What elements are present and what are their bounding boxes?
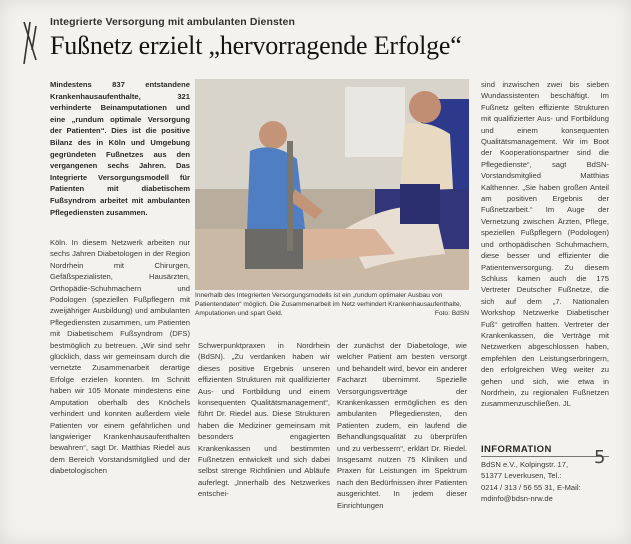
photo-illustration (195, 79, 469, 290)
caption-text: Innerhalb des Integrierten Versorgungsmodells ist ein „rundum optimaler Ausbau von Patientendaten“ möglich. Die Zusammenarbeit im Netz verhindert Krankenhausaufenthalte, Amputationen und spart Geld. (195, 292, 462, 317)
info-email: mdinfo@bdsn-nrw.de (481, 494, 553, 504)
info-line: 0214 / 313 / 56 55 31, E-Mail: (481, 482, 581, 492)
info-box-divider (481, 456, 609, 457)
article-lead: Mindestens 837 entstandene Krankenhausaufenthalte, 321 verhinderte Beinamputationen und eine „rundum optimale Versorgung der Patienten“. Dies ist die positive Bilanz des in Köln und Umgebung gegründeten Fußnetzes aus den vergangenen sechs Jahren. Das Integrierte Versorgungsmodell für Patienten mit diabetischem Fußsyndrom arbeitet mit ambulanten Pflegediensten zusammen. (50, 80, 190, 217)
info-box-title: INFORMATION (481, 444, 552, 455)
article-column-4: sind inzwischen zwei bis sieben Wundassistenten beschäftigt. Im Fußnetz gelten effiziente Strukturen mit qualifizierter Aus- und Fortbildung und einem konsequenten Qualitätsmanagement. Wir im Boot der Kooperationspartner sind die Pflegedienste“, sagt BdSN-Vorstandsmitglied Matthias Kalthenner. „Sie haben großen Anteil am positiven Ergebnis der Fußnetzarbeit.“ Im Auge der Vernetzung zwischen Ärzten, Pflege, speziellen Fußpflegern (Podologen) und orthopädischen Schuhmachern, diese besser und effizienter die Patientenversorgung. Zu diesem Schluss kamen auch die 175 Vertreter Deutscher Fußnetze, die sich auf dem „7. Nationalen Workshop Netzwerke Diabetischer Fuß“ getroffen hatten. Vertreter der Krankenkassen, die Verträge mit Netzwerken abgeschlossen haben, empfehlen den Leistungserbringern, den erfolgreichen Weg weiter zu gehen und sich, wie etwa in Nordrhein, zu regionalen Fußnetzen zusammenzuschließen. JL (481, 80, 609, 409)
paper-clip-icon (20, 20, 42, 66)
page-mark: 5 (594, 447, 606, 468)
article-kicker: Integrierte Versorgung mit ambulanten Diensten (50, 16, 295, 28)
article-column-2: Schwerpunktpraxen in Nordrhein (BdSN). „Zu verdanken haben wir dieses positive Ergebnis unseren effizienten Strukturen mit qualifizierter Aus- und Fortbildung und einem konsequenten Qualitätsmanagement“, führt Dr. Riedel aus. Diese Strukturen haben die Mediziner gemeinsam mit besonders engagierten Krankenkassen und bestimmten Fußnetzen entwickelt und sich dabei selbst strenge Richtlinien und Abläufe auferlegt. „Innerhalb des Netzwerkes entschei- (198, 341, 330, 499)
article-headline: Fußnetz erzielt „hervorragende Erfolge“ (50, 31, 462, 60)
article-column-3: der zunächst der Diabetologe, wie welcher Patient am besten versorgt und behandelt wird, bevor ein anderer Facharzt übernimmt. Spezielle Versorgungsverträge der Krankenkassen ermöglichen es den ambulanten Pflegediensten, den Patienten zudem, ein laufend die Behandlungsqualität zu überprüfen und zu verbessern“, erklärt Dr. Riedel. Insgesamt nutzen 75 Kliniken und Praxen für Leistungen im Spektrum nach den Bedürfnissen ihrer Patienten ausgerichtet. In jedem dieser Einrichtungen (337, 341, 467, 510)
article-photo (195, 79, 469, 290)
photo-caption (195, 291, 469, 318)
article-column-1: Köln. In diesem Netzwerk arbeiten nur sechs Jahren Diabetologen in der Region Nordrhein mit Chirurgen, Gefäßspezialisten, Hausärzten, Orthopädie-Schuhmachern und Podologen (speziellen Fußpflegern mit zweijähriger Ausbildung) und ambulanten Pflegediensten zusammen, um Patienten mit Diabetischem Fußsyndrom (DFS) bestmöglich zu betreuen. „Wir sind sehr glücklich, dass wir gemeinsam durch die vernetzte Zusammenarbeit derartige Erfolge erzielen konnten. Im Schnitt haben wir 105 Monate mindestens eine Amputation oberhalb des Knöchels verhindert und konnten außerdem viele Patienten vor einem gefährlichen und langwieriger Krankenhausaufenthalten bewahren“, sagt Dr. Matthias Riedel aus dem Bereich Vorstandsmitglied und der diabetologischen (50, 238, 190, 476)
info-line: 51377 Leverkusen, Tel.: (481, 471, 562, 481)
info-line: BdSN e.V., Kolpingstr. 17, (481, 460, 569, 469)
info-box-body (481, 459, 601, 505)
photo-credit: Foto: BdSN (434, 310, 469, 317)
